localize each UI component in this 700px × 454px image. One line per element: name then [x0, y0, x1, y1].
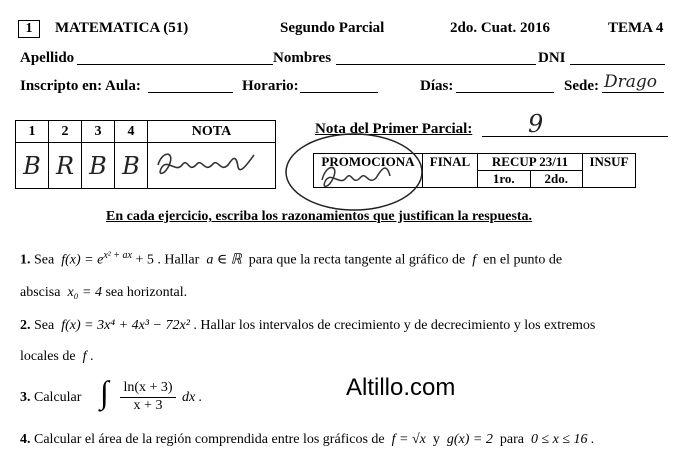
q3-integral-sign: ∫	[100, 374, 109, 410]
q3-numerator: ln(x + 3)	[120, 380, 176, 398]
question-1-line-1	[20, 250, 562, 269]
watermark-logo: Altillo.com	[346, 374, 456, 401]
q3-text-calcular: Calcular	[34, 390, 82, 405]
q2-text-hallar: . Hallar los intervalos de crecimiento y de decrecimiento y los extremos	[193, 318, 596, 333]
subject-title: MATEMATICA (51)	[55, 20, 189, 36]
promo-sub-1ro: 1ro.	[478, 171, 531, 188]
grade-header-2: 2	[49, 121, 82, 143]
question-4-line	[20, 432, 595, 448]
grade-header-nota: NOTA	[148, 121, 276, 143]
question-3-label	[20, 390, 81, 406]
q4-f: f = √x	[391, 432, 426, 447]
sede-handwritten-value: Drago	[604, 72, 658, 92]
question-2-number: 2.	[20, 318, 31, 333]
apellido-label: Apellido	[20, 50, 75, 66]
horario-label: Horario:	[242, 78, 299, 94]
question-2-line-1	[20, 318, 595, 334]
grades-table	[15, 120, 276, 189]
q4-text-para: para	[499, 432, 524, 447]
q1-x0: x₀ = 4	[67, 285, 102, 300]
q1-text-sea: Sea	[34, 252, 55, 268]
question-2-line-2	[20, 349, 93, 365]
aula-field[interactable]	[148, 92, 233, 93]
question-4-number: 4.	[20, 432, 31, 447]
question-1-number: 1.	[20, 252, 31, 268]
nombres-field[interactable]	[336, 64, 536, 65]
q1-text-horizontal: sea horizontal.	[105, 285, 188, 300]
apellido-field[interactable]	[77, 64, 273, 65]
q1-text-abscisa: abscisa	[20, 285, 61, 300]
q1-condition: a ∈ ℝ	[206, 252, 242, 268]
q1-text-hallar: + 5 . Hallar	[135, 252, 200, 268]
q4-text-calcular: Calcular el área de la región comprendida entre los gráficos de	[34, 432, 385, 447]
promo-header-promociona: PROMOCIONA	[314, 154, 423, 188]
grade-header-4: 4	[115, 121, 148, 143]
q4-range: 0 ≤ x ≤ 16 .	[530, 432, 595, 447]
promo-header-final: FINAL	[423, 154, 478, 188]
q1-text-punto: en el punto de	[483, 252, 563, 268]
q2-function: f(x) = 3x⁴ + 4x³ − 72x²	[61, 318, 190, 333]
q1-function: f(x) = e	[61, 252, 104, 268]
nota-signature-cell	[148, 143, 276, 189]
q1-text-tangent: para que la recta tangente al gráfico de	[248, 252, 466, 268]
exam-period: 2do. Cuat. 2016	[450, 20, 551, 36]
tema-box-number: 1	[18, 20, 40, 38]
promo-header-recup: RECUP 23/11	[478, 154, 583, 171]
instruction-text: En cada ejercicio, escriba los razonamientos que justifican la respuesta.	[106, 209, 533, 224]
stamp-signature-icon	[282, 130, 432, 215]
q3-dx: dx .	[182, 390, 203, 405]
inscripto-aula-label: Inscripto en: Aula:	[20, 78, 141, 94]
grade-value-4: B	[115, 143, 148, 189]
grade-value-1: B	[16, 143, 49, 189]
nota-primer-parcial-label: Nota del Primer Parcial:	[315, 121, 473, 137]
question-1-line-2	[20, 285, 187, 301]
sede-label: Sede:	[564, 78, 599, 94]
dias-label: Días:	[420, 78, 454, 94]
q2-text-period: .	[89, 349, 94, 364]
exam-title: Segundo Parcial	[280, 20, 385, 36]
grade-value-2: R	[49, 143, 82, 189]
q2-f: f	[82, 349, 87, 364]
dni-field[interactable]	[570, 64, 665, 65]
grade-value-3: B	[82, 143, 115, 189]
nota-primer-parcial-value: 9	[528, 110, 544, 138]
q4-g: g(x) = 2	[446, 432, 493, 447]
horario-field[interactable]	[300, 92, 378, 93]
promo-sub-2do: 2do.	[530, 171, 583, 188]
q3-fraction	[120, 380, 176, 414]
q1-f: f	[472, 252, 477, 268]
q2-text-sea: Sea	[34, 318, 55, 333]
grade-header-1: 1	[16, 121, 49, 143]
dni-label: DNI	[538, 50, 566, 66]
nombres-label: Nombres	[273, 50, 332, 66]
q4-text-y: y	[432, 432, 440, 447]
question-3-number: 3.	[20, 390, 31, 405]
q2-text-locales: locales de	[20, 349, 76, 364]
sede-field[interactable]	[602, 92, 664, 93]
exam-tema: TEMA 4	[608, 20, 664, 36]
q3-denominator: x + 3	[133, 398, 163, 413]
grade-header-3: 3	[82, 121, 115, 143]
signature-icon	[152, 143, 272, 183]
promo-header-insuf: INSUF	[583, 154, 636, 188]
dias-field[interactable]	[456, 92, 554, 93]
q1-exponent: x² + ax	[103, 250, 132, 261]
nota-primer-parcial-field[interactable]	[482, 136, 668, 137]
